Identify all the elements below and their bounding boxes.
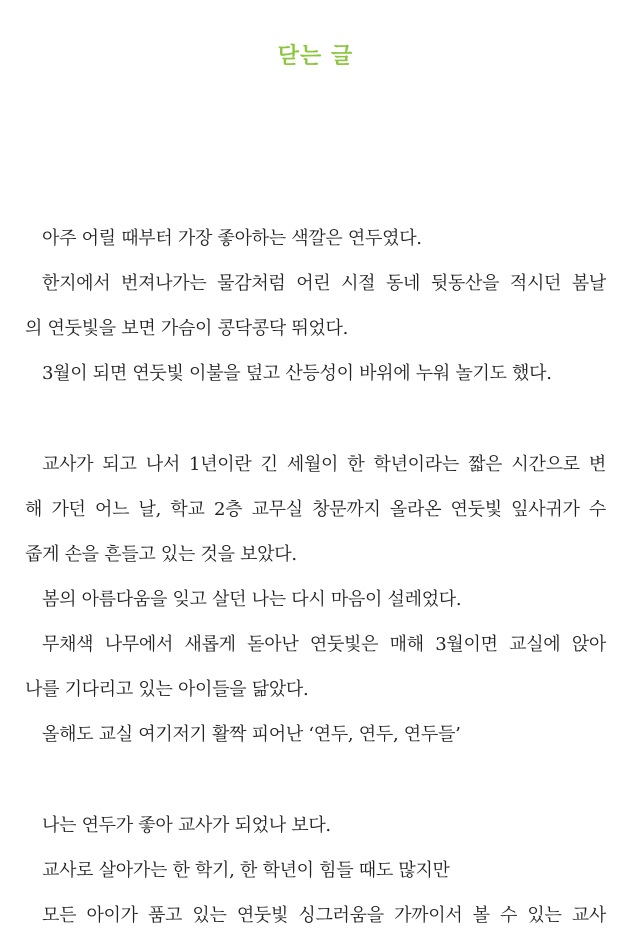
paragraph-line: 봄의 아름다움을 잊고 살던 나는 다시 마음이 설레었다. <box>42 589 462 610</box>
paragraph-line: 모든 아이가 품고 있는 연둣빛 싱그러움을 가까이서 볼 수 있는 교사 <box>42 905 606 926</box>
page-title: 닫는 글 <box>277 44 354 69</box>
paragraph-line: 아주 어릴 때부터 가장 좋아하는 색깔은 연두였다. <box>42 228 422 249</box>
paragraph-line: 나를 기다리고 있는 아이들을 닮았다. <box>25 679 309 700</box>
paragraph-line: 교사가 되고 나서 1년이란 긴 세월이 한 학년이라는 짧은 시간으로 변 <box>42 454 606 475</box>
paragraph-line: 3월이 되면 연둣빛 이불을 덮고 산등성이 바위에 누워 놀기도 했다. <box>42 363 552 384</box>
paragraph-line: 교사로 살아가는 한 학기, 한 학년이 힘들 때도 많지만 <box>42 860 450 881</box>
paragraph-line: 올해도 교실 여기저기 활짝 피어난 ‘연두, 연두, 연두들’ <box>42 724 461 745</box>
paragraph-line: 무채색 나무에서 새롭게 돋아난 연둣빛은 매해 3월이면 교실에 앉아 <box>42 634 606 655</box>
paragraph-line: 나는 연두가 좋아 교사가 되었나 보다. <box>42 815 331 836</box>
paragraph-line: 줍게 손을 흔들고 있는 것을 보았다. <box>25 544 297 565</box>
paragraph-line: 해 가던 어느 날, 학교 2층 교무실 창문까지 올라온 연둣빛 잎사귀가 수 <box>25 499 606 520</box>
paragraph-line: 한지에서 번져나가는 물감처럼 어린 시절 동네 뒷동산을 적시던 봄날 <box>42 273 606 294</box>
paragraph-line: 의 연둣빛을 보면 가슴이 콩닥콩닥 뛰었다. <box>25 318 349 339</box>
